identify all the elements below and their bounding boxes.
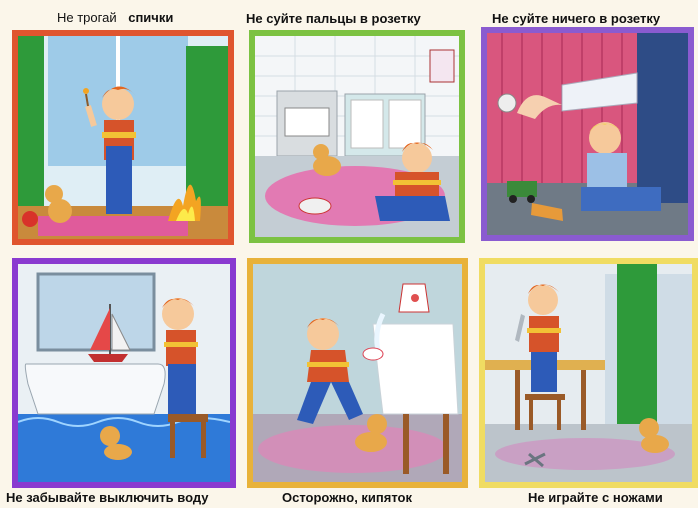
nothing-socket-illustration — [487, 33, 688, 235]
knives-illustration — [485, 264, 692, 482]
caption-fingers-socket: Не суйте пальцы в розетку — [246, 11, 421, 26]
panel-boiling-water — [247, 258, 468, 488]
caption-nothing-socket: Не суйте ничего в розетку — [492, 11, 661, 26]
turn-off-water-illustration — [18, 264, 230, 482]
panel-turn-off-water — [12, 258, 236, 488]
caption-matches-part2: спички — [128, 10, 174, 25]
caption-boiling-water: Осторожно, кипяток — [282, 490, 412, 505]
caption-knives: Не играйте с ножами — [528, 490, 663, 505]
boiling-water-illustration — [253, 264, 462, 482]
caption-turn-off-water: Не забывайте выключить воду — [6, 490, 209, 505]
panel-matches — [12, 30, 234, 245]
panel-knives — [479, 258, 698, 488]
matches-illustration — [18, 36, 228, 239]
panel-fingers-socket — [249, 30, 465, 243]
fingers-socket-illustration — [255, 36, 459, 237]
caption-matches-part1: Не трогай — [57, 10, 117, 25]
panel-nothing-socket — [481, 27, 694, 241]
caption-matches — [57, 10, 173, 25]
